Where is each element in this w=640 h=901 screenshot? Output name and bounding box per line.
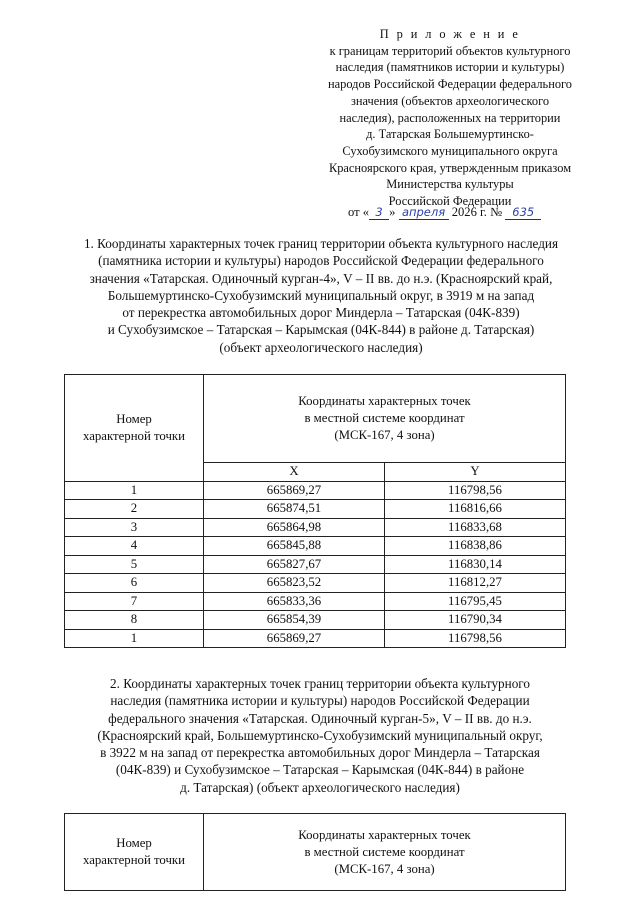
table-row	[65, 500, 566, 519]
y-value: 116816,66	[385, 500, 566, 519]
y-value: 116790,34	[385, 611, 566, 630]
heading-line: 2. Координаты характерных точек границ территории объекта культурного	[110, 676, 530, 691]
appendix-line: народов Российской Федерации федерального	[328, 77, 572, 92]
heading-line: федерального значения «Татарская. Одиночный курган-5», V – II вв. до н.э.	[108, 710, 532, 726]
order-prefix: от «	[348, 205, 370, 219]
y-value: 116838,86	[385, 537, 566, 556]
appendix-line: Красноярского края, утвержденным приказом	[328, 160, 572, 175]
heading-line: наследия (памятника истории и культуры) народов Российской Федерации	[110, 693, 530, 709]
x-value: 665833,36	[204, 592, 385, 611]
y-value: 116795,45	[385, 592, 566, 611]
y-value: 116830,14	[385, 555, 566, 574]
x-column-header: X	[204, 463, 385, 482]
point-number: 5	[65, 555, 204, 574]
order-year-text: 2026 г. №	[451, 205, 503, 219]
table-row	[65, 481, 566, 500]
heading-line: в 3922 м на запад от перекрестка автомобильных дорог Миндерла – Татарская	[100, 745, 540, 761]
x-value: 665827,67	[204, 555, 385, 574]
heading-line: (объект археологического наследия)	[219, 339, 423, 355]
handwritten-day: 3	[369, 206, 389, 220]
coordinates-table-1	[64, 374, 566, 648]
appendix-line: наследия), расположенных на территории	[339, 110, 561, 125]
table-row	[65, 611, 566, 630]
appendix-line: к границам территорий объектов культурного	[329, 43, 571, 58]
x-value: 665874,51	[204, 500, 385, 519]
heading-line: Большемуртинско-Сухобузимский муниципальный округ, в 3919 м на запад	[107, 287, 535, 303]
appendix-line: Сухобузимского муниципального округа	[342, 143, 558, 158]
heading-line: д. Татарская) (объект археологического наследия)	[180, 779, 460, 795]
x-value: 665869,27	[204, 629, 385, 648]
appendix-line: значения (объектов археологического	[350, 93, 550, 108]
point-number: 1	[65, 481, 204, 500]
section-2-heading	[40, 675, 600, 796]
point-number-header: Номер характерной точки	[65, 814, 204, 891]
y-value: 116798,56	[385, 629, 566, 648]
section-1-heading	[24, 235, 618, 356]
point-number: 2	[65, 500, 204, 519]
handwritten-month: апреля	[399, 206, 449, 220]
point-number: 4	[65, 537, 204, 556]
point-number: 8	[65, 611, 204, 630]
order-date-number	[348, 204, 608, 220]
y-value: 116798,56	[385, 481, 566, 500]
heading-line: (Красноярский край, Большемуртинско-Сухобузимский муниципальный округ,	[97, 727, 543, 743]
x-value: 665823,52	[204, 574, 385, 593]
point-number: 7	[65, 592, 204, 611]
y-value: 116812,27	[385, 574, 566, 593]
point-number: 6	[65, 574, 204, 593]
heading-line: (памятника истории и культуры) народов Российской Федерации федерального	[98, 253, 544, 269]
x-value: 665845,88	[204, 537, 385, 556]
coordinates-header: Координаты характерных точек в местной системе координат (МСК-167, 4 зона)	[204, 814, 566, 891]
table-row	[65, 629, 566, 648]
table-row	[65, 555, 566, 574]
table-row	[65, 518, 566, 537]
appendix-line: наследия (памятников истории и культуры)	[335, 60, 565, 75]
table-row	[65, 537, 566, 556]
table-row	[65, 574, 566, 593]
heading-line: и Сухобузимское – Татарская – Карымская (04К-844) в районе д. Татарская)	[107, 322, 535, 338]
appendix-title: П р и л о ж е н и е	[379, 27, 521, 41]
table-row	[65, 592, 566, 611]
x-value: 665864,98	[204, 518, 385, 537]
x-value: 665869,27	[204, 481, 385, 500]
y-value: 116833,68	[385, 518, 566, 537]
appendix-line: д. Татарская Большемуртинско-	[366, 127, 534, 142]
heading-line: 1. Координаты характерных точек границ территории объекта культурного наследия	[83, 236, 559, 251]
coordinates-table-2	[64, 813, 566, 891]
y-column-header: Y	[385, 463, 566, 482]
point-number-header: Номер характерной точки	[65, 375, 204, 482]
point-number: 1	[65, 629, 204, 648]
handwritten-order-number: 635	[505, 206, 541, 220]
order-quote-close: »	[389, 205, 396, 219]
coordinates-header: Координаты характерных точек в местной системе координат (МСК-167, 4 зона)	[204, 375, 566, 463]
appendix-line: Российской Федерации	[388, 194, 512, 209]
heading-line: значения «Татарская. Одиночный курган-4», V – II вв. до н.э. (Красноярский край,	[89, 270, 553, 286]
heading-line: (04К-839) и Сухобузимское – Татарская – Карымская (04К-844) в районе	[115, 762, 525, 778]
x-value: 665854,39	[204, 611, 385, 630]
appendix-header	[300, 26, 600, 210]
heading-line: от перекрестка автомобильных дорог Миндерла – Татарская (04К-839)	[122, 305, 520, 321]
point-number: 3	[65, 518, 204, 537]
appendix-line: Министерства культуры	[386, 177, 514, 192]
